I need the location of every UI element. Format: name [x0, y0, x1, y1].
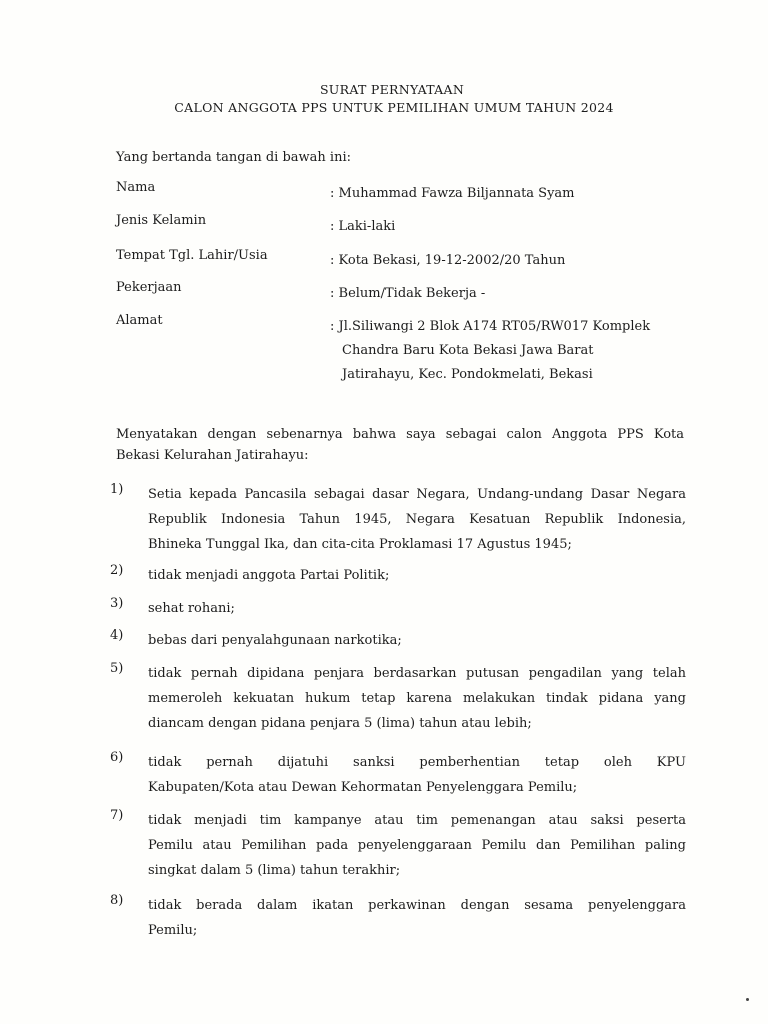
document-subtitle: CALON ANGGOTA PPS UNTUK PEMILIHAN UMUM TAHUN 2024	[174, 100, 614, 115]
field-value-alamat-line1: : Jl.Siliwangi 2 Blok A174 RT05/RW017 Komplek	[330, 319, 651, 334]
field-value-nama: : Muhammad Fawza Biljannata Syam	[330, 186, 575, 201]
field-label-nama: Nama	[116, 180, 156, 195]
list-item-line: singkat dalam 5 (lima) tahun terakhir;	[148, 863, 401, 878]
field-value-jenis-kelamin: : Laki-laki	[330, 219, 396, 234]
field-value-alamat-line3: Jatirahayu, Kec. Pondokmelati, Bekasi	[342, 367, 593, 382]
list-item-line: Bhineka Tunggal Ika, dan cita-cita Proklamasi 17 Agustus 1945;	[148, 537, 572, 552]
field-label-alamat: Alamat	[116, 313, 163, 328]
list-item-line: memeroleh kekuatan hukum tetap karena melakukan tindak pidana yang	[148, 691, 686, 706]
list-item-line: Pemilu;	[148, 923, 198, 938]
list-item-line: Pemilu atau Pemilihan pada penyelenggaraan Pemilu dan Pemilihan paling	[148, 838, 686, 853]
list-item-number: 3)	[110, 596, 124, 611]
list-item-number: 8)	[110, 893, 124, 908]
field-label-jenis-kelamin: Jenis Kelamin	[116, 213, 207, 228]
statement-line-1: Menyatakan dengan sebenarnya bahwa saya sebagai calon Anggota PPS Kota	[116, 427, 684, 442]
statement-paragraph	[116, 424, 684, 466]
list-item-number: 6)	[110, 750, 124, 765]
list-item-line: tidak menjadi tim kampanye atau tim pemenangan atau saksi peserta	[148, 813, 686, 828]
field-label-ttl: Tempat Tgl. Lahir/Usia	[116, 248, 268, 263]
field-value-pekerjaan: : Belum/Tidak Bekerja -	[330, 286, 486, 301]
list-item-line: tidak pernah dijatuhi sanksi pemberhentian tetap oleh KPU	[148, 755, 686, 770]
list-item-line: tidak berada dalam ikatan perkawinan dengan sesama penyelenggara	[148, 898, 686, 913]
list-item-line: Kabupaten/Kota atau Dewan Kehormatan Penyelenggara Pemilu;	[148, 780, 578, 795]
intro-text: Yang bertanda tangan di bawah ini:	[116, 150, 351, 165]
list-item-number: 4)	[110, 628, 124, 643]
list-item-line: Republik Indonesia Tahun 1945, Negara Kesatuan Republik Indonesia,	[148, 512, 686, 527]
list-item-line: bebas dari penyalahgunaan narkotika;	[148, 633, 402, 648]
list-item-line: sehat rohani;	[148, 601, 235, 616]
list-item-number: 7)	[110, 808, 124, 823]
list-item-number: 2)	[110, 563, 124, 578]
field-value-ttl: : Kota Bekasi, 19-12-2002/20 Tahun	[330, 253, 566, 268]
list-item-line: tidak menjadi anggota Partai Politik;	[148, 568, 390, 583]
list-item-line: diancam dengan pidana penjara 5 (lima) tahun atau lebih;	[148, 716, 532, 731]
document-title: SURAT PERNYATAAN	[319, 82, 465, 97]
field-label-pekerjaan: Pekerjaan	[116, 280, 182, 295]
list-item-line: tidak pernah dipidana penjara berdasarkan putusan pengadilan yang telah	[148, 666, 686, 681]
field-value-alamat-line2: Chandra Baru Kota Bekasi Jawa Barat	[342, 343, 594, 358]
list-item-number: 1)	[110, 482, 124, 497]
list-item-line: Setia kepada Pancasila sebagai dasar Negara, Undang-undang Dasar Negara	[148, 487, 686, 502]
list-item-number: 5)	[110, 661, 124, 676]
statement-line-2: Bekasi Kelurahan Jatirahayu:	[116, 448, 309, 463]
scan-speck	[746, 998, 749, 1001]
